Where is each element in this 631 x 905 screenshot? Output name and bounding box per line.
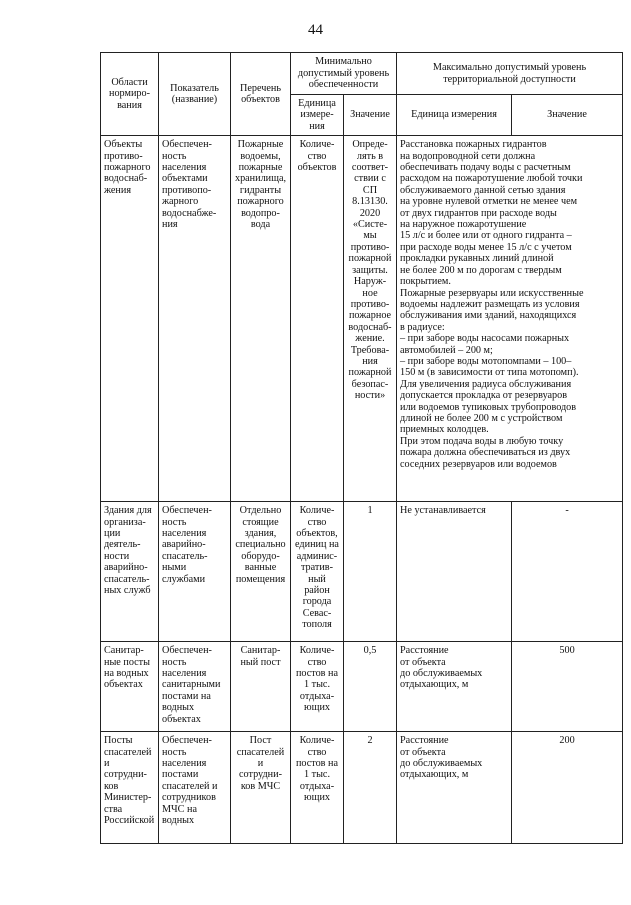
header-value: Значение xyxy=(344,95,397,136)
row-unit: Количе- ство постов на 1 тыс. отдыха- ющих xyxy=(291,642,344,732)
header-max-value: Значение xyxy=(512,95,623,136)
row-unit: Количе- ство объектов xyxy=(291,136,344,502)
header-max-level: Максимально допустимый уровень территориальной доступности xyxy=(397,53,623,95)
row-objects: Пожарные водоемы, пожарные хранилища, гидранты пожарного водопро- вода xyxy=(231,136,291,502)
row-unit: Количе- ство объектов, единиц на админис- тратив- ный район города Севас- тополя xyxy=(291,502,344,642)
row-max-value: - xyxy=(512,502,623,642)
row-max-unit: Не устанавливается xyxy=(397,502,512,642)
header-objects: Перечень объектов xyxy=(231,53,291,136)
header-max-unit: Единица измерения xyxy=(397,95,512,136)
row-indicator: Обеспечен- ность населения санитарными постами на водных объектах xyxy=(159,642,231,732)
row-value: Опреде- лять в соответ- ствии с СП 8.13130. 2020 «Систе- мы противо- пожарной защиты. Наруж- ное противо- пожарное водоснаб- жение. Требова- ния пожарной безопас- ности» xyxy=(344,136,397,502)
row-value: 0,5 xyxy=(344,642,397,732)
row-area: Здания для организа- ции деятель- ности аварийно- спасатель- ных служб xyxy=(101,502,159,642)
row-indicator: Обеспечен- ность населения постами спасателей и сотрудников МЧС на водных xyxy=(159,732,231,844)
row-indicator: Обеспечен- ность населения аварийно- спасатель- ными службами xyxy=(159,502,231,642)
row-area: Объекты противо- пожарного водоснаб- жения xyxy=(101,136,159,502)
header-min-level: Минимально допустимый уровень обеспеченности xyxy=(291,53,397,95)
header-area: Области нормиро- вания xyxy=(101,53,159,136)
page-number: 44 xyxy=(308,22,323,38)
row-value: 1 xyxy=(344,502,397,642)
header-indicator: Показатель (название) xyxy=(159,53,231,136)
row-objects: Отдельно стоящие здания, специально оборудо- ванные помещения xyxy=(231,502,291,642)
row-value: 2 xyxy=(344,732,397,844)
row-area: Санитар- ные посты на водных объектах xyxy=(101,642,159,732)
row-indicator: Обеспечен- ность населения объектами противопо- жарного водоснабже- ния xyxy=(159,136,231,502)
row-objects: Пост спасателей и сотрудни- ков МЧС xyxy=(231,732,291,844)
table-row xyxy=(101,642,623,732)
table-row xyxy=(101,732,623,844)
row-max-value: 200 xyxy=(512,732,623,844)
row-max-text: Расстановка пожарных гидрантов на водопроводной сети должна обеспечивать подачу воды с расчетным расходом на пожаротушение любой точки обслуживаемого данной сетью здания на уровне нулевой отметки не менее чем от двух гидрантов при расходе воды на наружное пожаротушение 15 л/с и более или от одного гидранта – при расходе воды менее 15 л/с с учетом прокладки рукавных линий длиной не более 200 м по дорогам с твердым покрытием. Пожарные резервуары или искусственные водоемы надлежит размещать из условия обслуживания ими зданий, находящихся в радиусе: – при заборе воды насосами пожарных автомобилей – 200 м; – при заборе воды мотопомпами – 100– 150 м (в зависимости от типа мотопомп). Для увеличения радиуса обслуживания допускается прокладка от резервуаров или водоемов тупиковых трубопроводов длиной не более 200 м с устройством приемных колодцев. При этом подача воды в любую точку пожара должна обеспечиваться из двух соседних резервуаров или водоемов xyxy=(397,136,623,502)
table-row xyxy=(101,136,623,502)
row-area: Посты спасателей и сотрудни- ков Министер- ства Российской xyxy=(101,732,159,844)
table-row xyxy=(101,502,623,642)
row-max-unit: Расстояние от объекта до обслуживаемых отдыхающих, м xyxy=(397,732,512,844)
row-objects: Санитар- ный пост xyxy=(231,642,291,732)
norms-table xyxy=(100,52,623,844)
row-unit: Количе- ство постов на 1 тыс. отдыха- ющих xyxy=(291,732,344,844)
row-max-value: 500 xyxy=(512,642,623,732)
header-unit: Единица измере- ния xyxy=(291,95,344,136)
row-max-unit: Расстояние от объекта до обслуживаемых отдыхающих, м xyxy=(397,642,512,732)
